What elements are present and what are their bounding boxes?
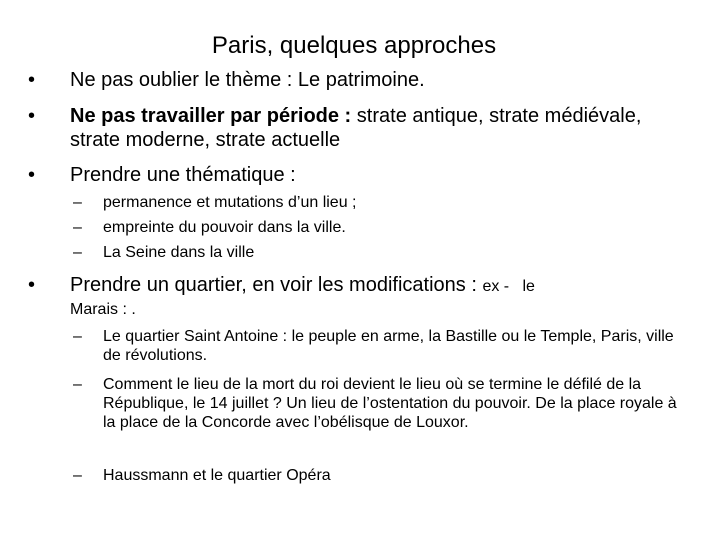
bullet-continuation: Marais : . [70, 301, 136, 318]
sub-item [73, 375, 683, 432]
sub-item-text: permanence et mutations d’un lieu ; [103, 194, 357, 211]
bullet-item [28, 104, 670, 152]
dash-icon: – [73, 194, 82, 211]
sub-item-text: Haussmann et le quartier Opéra [103, 467, 331, 484]
bullet-text-bold: Ne pas travailler par période : [70, 105, 352, 127]
dash-icon: – [73, 376, 82, 393]
sub-item [73, 327, 683, 365]
bullet-item [28, 163, 690, 187]
bullet-text: Prendre un quartier, en voir les modifications : [70, 274, 483, 296]
bullet-text: Ne pas oublier le thème : Le patrimoine. [70, 69, 425, 91]
dash-icon: – [73, 219, 82, 236]
bullet-text: strate antique, strate médiévale, strate moderne, strate actuelle [70, 105, 642, 151]
bullet-icon: • [28, 69, 36, 91]
slide-title: Paris, quelques approches [211, 32, 497, 59]
sub-item-text: Comment le lieu de la mort du roi devient le lieu où se termine le défilé de la République, le 14 juillet ? Un lieu de l’ostentation du pouvoir. De la place royale à la place de la Concorde avec l’obélisque de Louxor. [103, 376, 677, 431]
sub-item [73, 243, 683, 262]
dash-icon: – [73, 467, 82, 484]
sub-item-text: Le quartier Saint Antoine : le peuple en arme, la Bastille ou le Temple, Paris, ville de révolutions. [103, 328, 674, 364]
dash-icon: – [73, 244, 82, 261]
sub-item [73, 218, 683, 237]
sub-item [73, 466, 683, 485]
bullet-icon: • [28, 274, 36, 296]
bullet-text-small: ex - le [482, 278, 535, 295]
bullet-icon: • [28, 105, 36, 127]
sub-item [73, 193, 683, 212]
bullet-text: Prendre une thématique : [70, 164, 296, 186]
sub-item-text: La Seine dans la ville [103, 244, 255, 261]
bullet-icon: • [28, 164, 36, 186]
bullet-item [28, 68, 690, 92]
bullet-item [28, 273, 690, 299]
sub-item-text: empreinte du pouvoir dans la ville. [103, 219, 346, 236]
dash-icon: – [73, 328, 82, 345]
